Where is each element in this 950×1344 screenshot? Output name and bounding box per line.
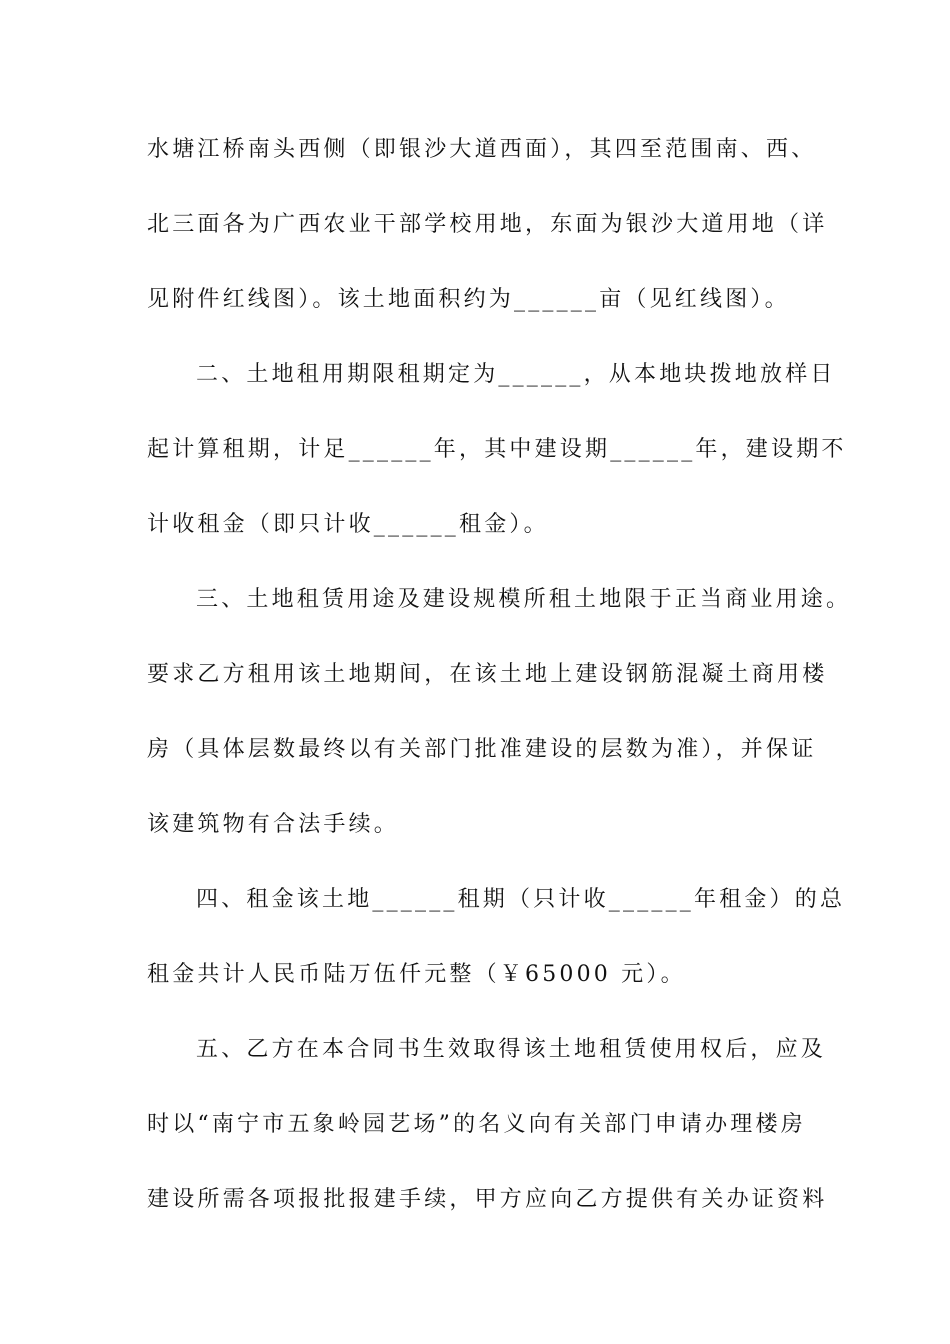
text-line: 房（具体层数最终以有关部门批准建设的层数为准），并保证 <box>147 737 817 762</box>
text-line: 四、租金该土地______租期（只计收______年租金）的总 <box>196 887 846 912</box>
text-line: 水塘江桥南头西侧（即银沙大道西面），其四至范围南、西、 <box>147 137 817 162</box>
text-line: 二、土地租用期限租期定为______，从本地块拨地放样日 <box>196 362 836 387</box>
text-line: 起计算租期，计足______年，其中建设期______年，建设期不 <box>147 437 847 462</box>
text-line: 该建筑物有合法手续。 <box>147 812 400 837</box>
text-line: 要求乙方租用该土地期间，在该土地上建设钢筋混凝土商用楼 <box>147 662 828 687</box>
text-line: 计收租金（即只计收______租金）。 <box>147 512 549 537</box>
text-line: 三、土地租赁用途及建设规模所租土地限于正当商业用途。 <box>196 587 852 612</box>
text-line: 时以“南宁市五象岭园艺场”的名义向有关部门申请办理楼房 <box>147 1112 806 1137</box>
text-line: 五、乙方在本合同书生效取得该土地租赁使用权后，应及 <box>196 1037 827 1062</box>
text-line: 建设所需各项报批报建手续，甲方应向乙方提供有关办证资料 <box>147 1187 828 1212</box>
text-line: 见附件红线图）。该土地面积约为______亩（见红线图）。 <box>147 287 790 312</box>
text-line: 租金共计人民币陆万伍仟元整（￥65000 元）。 <box>147 962 686 987</box>
text-line: 北三面各为广西农业干部学校用地，东面为银沙大道用地（详 <box>147 212 828 237</box>
